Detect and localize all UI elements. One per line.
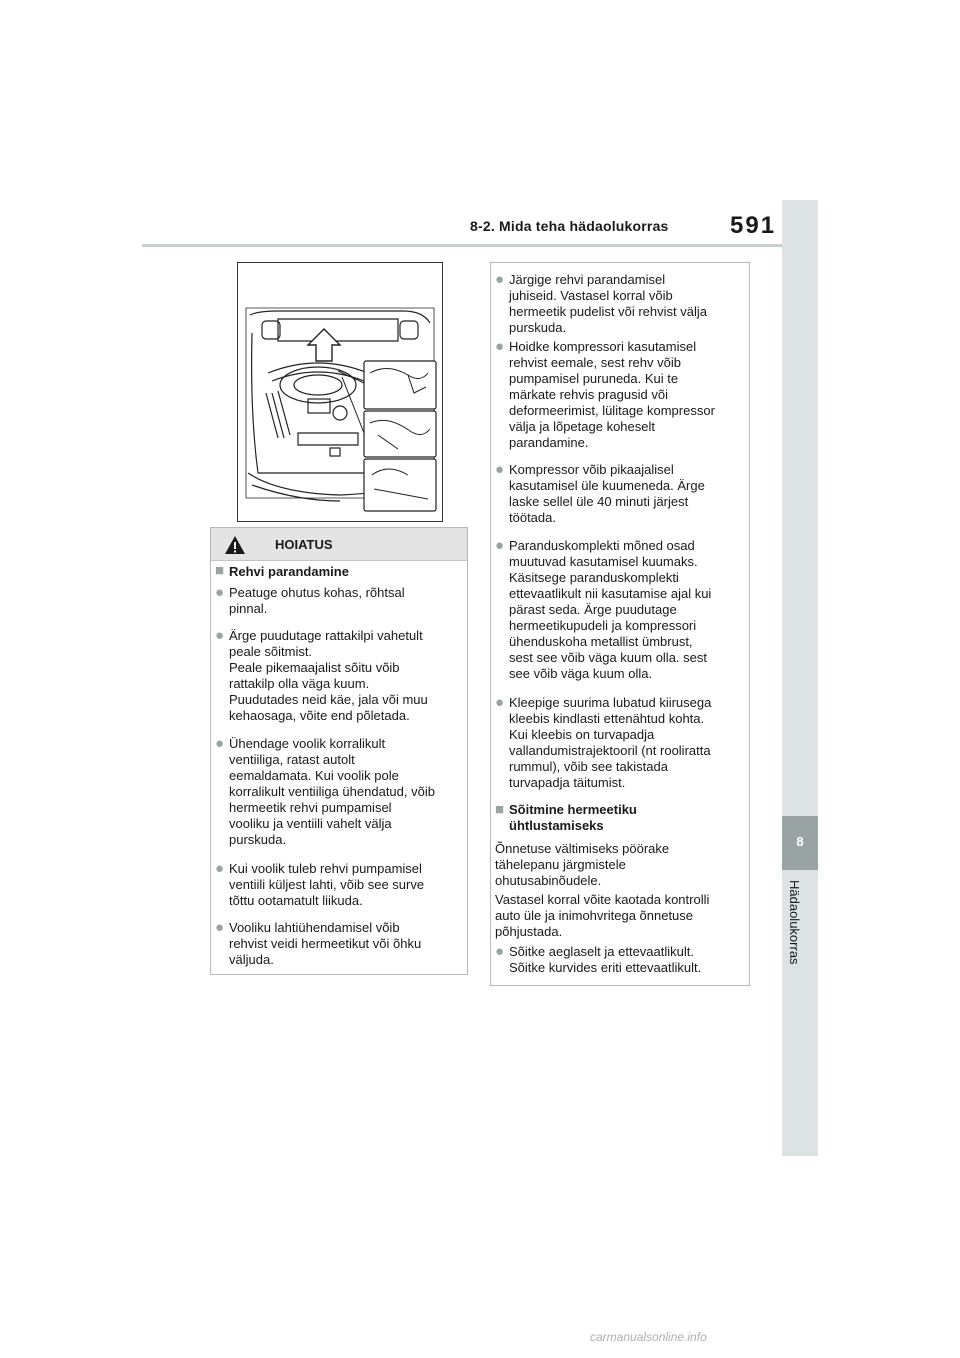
warning-item: Järgige rehvi parandamisel juhiseid. Vastasel korral võib hermeetik pudelist või rehvist välja purskuda.: [509, 272, 707, 335]
bullet-icon: ●: [495, 694, 505, 711]
warning-item: Kompressor võib pikaajalisel kasutamisel üle kuumeneda. Ärge laske sellel üle 40 minuti järjest töötada.: [509, 462, 705, 525]
chapter-side-strip: [782, 200, 818, 1156]
warning-triangle-icon: [224, 535, 246, 555]
bullet-icon: ●: [495, 537, 505, 554]
watermark: carmanualsonline.info: [590, 1330, 707, 1344]
bullet-icon: ●: [215, 735, 225, 752]
trunk-drawing: [238, 263, 442, 521]
bullet-icon: ●: [215, 919, 225, 936]
warning-subsection-marker: ■: [215, 562, 225, 579]
header-divider: [142, 244, 782, 247]
bullet-icon: ●: [495, 338, 505, 355]
warning-subsection-title: Rehvi parandamine: [229, 564, 349, 579]
chapter-label: Hädaolukorras: [787, 880, 802, 965]
warning-title: HOIATUS: [275, 537, 333, 552]
warning-item: Hoidke kompressori kasutamisel rehvist eemale, sest rehv võib pumpamisel puruneda. Kui te märkate rehvis pragusid või deformeerimist, lülitage kompressor välja ja lõpetage koheselt parandamine.: [509, 339, 715, 450]
warning-item: Kleepige suurima lubatud kiirusega kleebis kindlasti ettenähtud kohta. Kui kleebis on turvapadja vallandumistrajektooril (nt rooliratta rummul), võib see takistada turvapadja täitumist.: [509, 695, 712, 790]
bullet-icon: ●: [215, 860, 225, 877]
warning-item: Sõitke aeglaselt ja ettevaatlikult. Sõitke kurvides eriti ettevaatlikult.: [509, 944, 702, 975]
page-number: 591: [730, 212, 777, 239]
warning-item: Ühendage voolik korralikult ventiiliga, ratast autolt eemaldamata. Kui voolik pole korralikult ventiiliga ühendatud, võib hermeetik rehvi pumpamisel vooliku ja ventiili vahelt välja purskuda.: [229, 736, 435, 847]
warning-item: Ärge puudutage rattakilpi vahetult peale sõitmist. Peale pikemaajalist sõitu võib rattakilp olla väga kuum. Puudutades neid käe, jala või muu kehaosaga, võite end põletada.: [229, 628, 428, 723]
warning-header: [211, 528, 467, 561]
warning-item: Paranduskomplekti mõned osad muutuvad kasutamisel kuumaks. Käsitsege paranduskomplekti ettevaatlikult nii kasutamise ajal kui pärast seda. Ärge puudutage hermeetikupudeli ja kompressori ühenduskoha metallist ümbrust, sest see võib väga kuum olla. sest see võib väga kuum olla.: [509, 538, 712, 681]
bullet-icon: ●: [215, 627, 225, 644]
paragraph: Vastasel korral võite kaotada kontrolli auto üle ja inimohvritega õnnetuse põhjustada.: [495, 892, 710, 939]
warning-item: Vooliku lahtiühendamisel võib rehvist veidi hermeetikut või õhku väljuda.: [229, 920, 422, 967]
subsection-marker: ■: [495, 801, 505, 818]
trunk-illustration: [237, 262, 443, 522]
warning-item: Peatuge ohutus kohas, rõhtsal pinnal.: [229, 585, 405, 616]
warning-item: Kui voolik tuleb rehvi pumpamisel ventiili küljest lahti, võib see surve tõttu ootamatult liikuda.: [229, 861, 425, 908]
paragraph: Õnnetuse vältimiseks pöörake tähelepanu järgmistele ohutusabinõudele.: [495, 841, 670, 888]
subsection-title: Sõitmine hermeetiku ühtlustamiseks: [509, 802, 637, 833]
bullet-icon: ●: [495, 271, 505, 288]
bullet-icon: ●: [495, 461, 505, 478]
section-title: 8-2. Mida teha hädaolukorras: [470, 218, 669, 234]
bullet-icon: ●: [215, 584, 225, 601]
bullet-icon: ●: [495, 943, 505, 960]
chapter-number: 8: [796, 834, 804, 849]
